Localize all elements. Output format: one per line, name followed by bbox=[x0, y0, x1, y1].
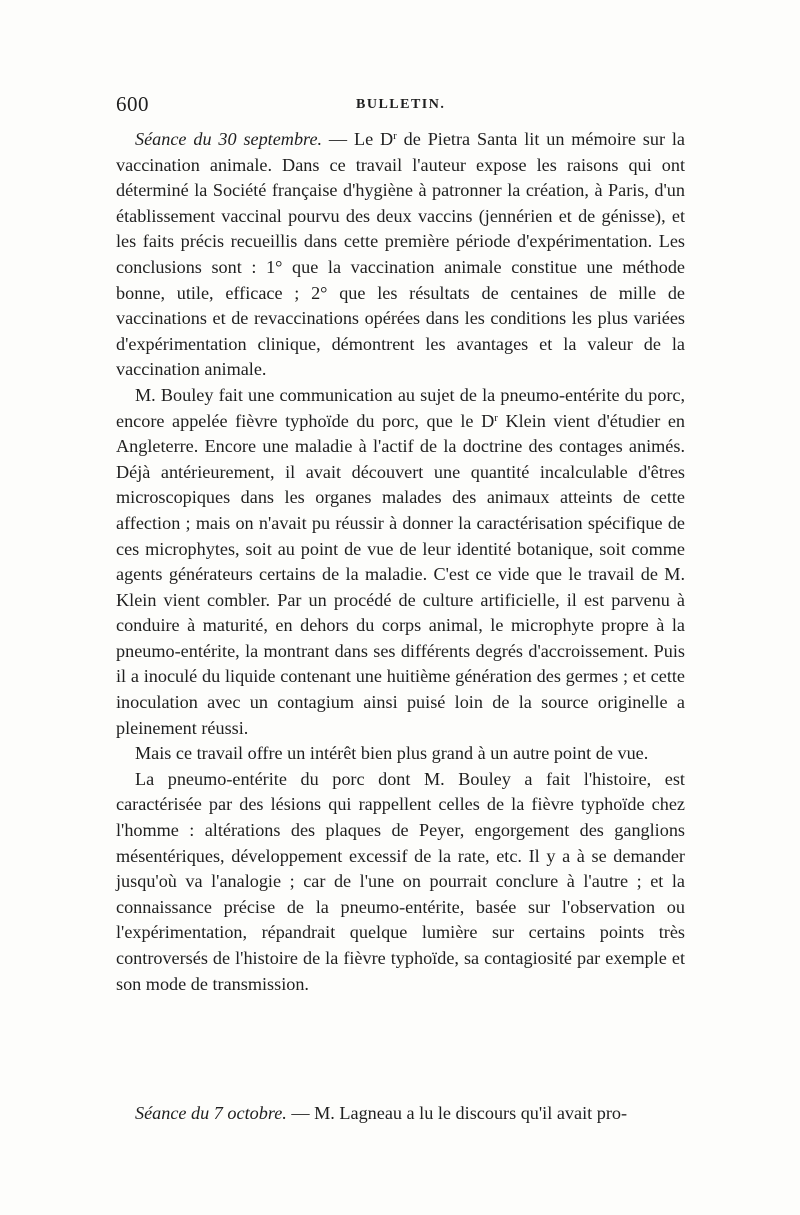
page-header bbox=[116, 92, 686, 122]
seance-label: Séance du 7 octobre. bbox=[135, 1103, 287, 1123]
paragraph-text: de Pietra Santa lit un mémoire sur la vaccination animale. Dans ce travail l'auteur expose les raisons qui ont déterminé la Société française d'hygiène à patronner la création, à Paris, d'un établissement vaccinal pourvu des deux vaccins (jennérien et de génisse), et les faits précis recueillis dans cette première période d'expérimentation. Les conclusions sont : 1° que la vaccination animale constitue une méthode bonne, utile, efficace ; 2° que les résultats de centaines de mille de vaccinations et de revaccinations opérées dans les conditions les plus variées d'expérimentation clinique, démontrent les avantages et la valeur de la vaccination animale. bbox=[116, 129, 685, 380]
paragraph-text: M. Bouley fait une communication au sujet de la pneumo-entérite du porc, encore appelée fièvre typhoïde du porc, que le D bbox=[116, 384, 685, 431]
paragraph-bouley-communication bbox=[116, 383, 685, 741]
paragraph-text: Klein vient d'étudier en Angleterre. Encore une maladie à l'actif de la doctrine des contages animés. Déjà antérieurement, il avait découvert une quantité incalculable d'êtres microscopiques dans les organes malades des animaux atteints de cette affection ; mais on n'avait pu réussir à donner la caractérisation spécifique de ces microphytes, soit au point de vue de leur identité botanique, soit comme agents générateurs certains de la maladie. C'est ce vide que le travail de M. Klein vient combler. Par un procédé de culture artificielle, il est parvenu à conduire à maturité, en dehors du corps animal, le microphyte propre à la pneumo-entérite, la montrant dans ses différents degrés d'accroissement. Puis il a inoculé du liquide contenant une huitième génération des germes ; et cette inoculation avec un contagium ainsi puisé loin de la source originelle a pleinement réussi. bbox=[116, 410, 685, 738]
paragraph-text: La pneumo-entérite du porc dont M. Bouley a fait l'histoire, est caractérisée par des lésions qui rappellent celles de la fièvre typhoïde chez l'homme : altérations des plaques de Peyer, engorgement des ganglions mésentériques, développement excessif de la rate, etc. Il y a à se demander jusqu'où va l'analogie ; car de l'une on pourrait conclure à l'autre ; et la connaissance précise de la pneumo-entérite, basée sur l'observation ou l'expérimentation, répandrait quelque lumière sur certains points très controversés de l'histoire de la fièvre typhoïde, sa contagiosité par exemple et son mode de transmission. bbox=[116, 768, 685, 994]
paragraph-interet bbox=[116, 741, 685, 767]
paragraph-text: — Le D bbox=[322, 129, 394, 149]
paragraph-pneumo-enterite bbox=[116, 767, 685, 997]
paragraph-seance-7-octobre bbox=[116, 1101, 685, 1127]
body-text bbox=[116, 127, 685, 997]
paragraph-text: — M. Lagneau a lu le discours qu'il avait pro- bbox=[286, 1103, 628, 1123]
superscript: r bbox=[393, 130, 397, 142]
paragraph-text: Mais ce travail offre un intérêt bien plus grand à un autre point de vue. bbox=[135, 743, 649, 764]
running-title: BULLETIN. bbox=[356, 97, 446, 112]
page-number: 600 bbox=[116, 92, 149, 116]
seance-label: Séance du 30 septembre. bbox=[135, 129, 323, 149]
paragraph-seance-30-septembre bbox=[116, 127, 685, 383]
superscript: r bbox=[494, 411, 498, 424]
